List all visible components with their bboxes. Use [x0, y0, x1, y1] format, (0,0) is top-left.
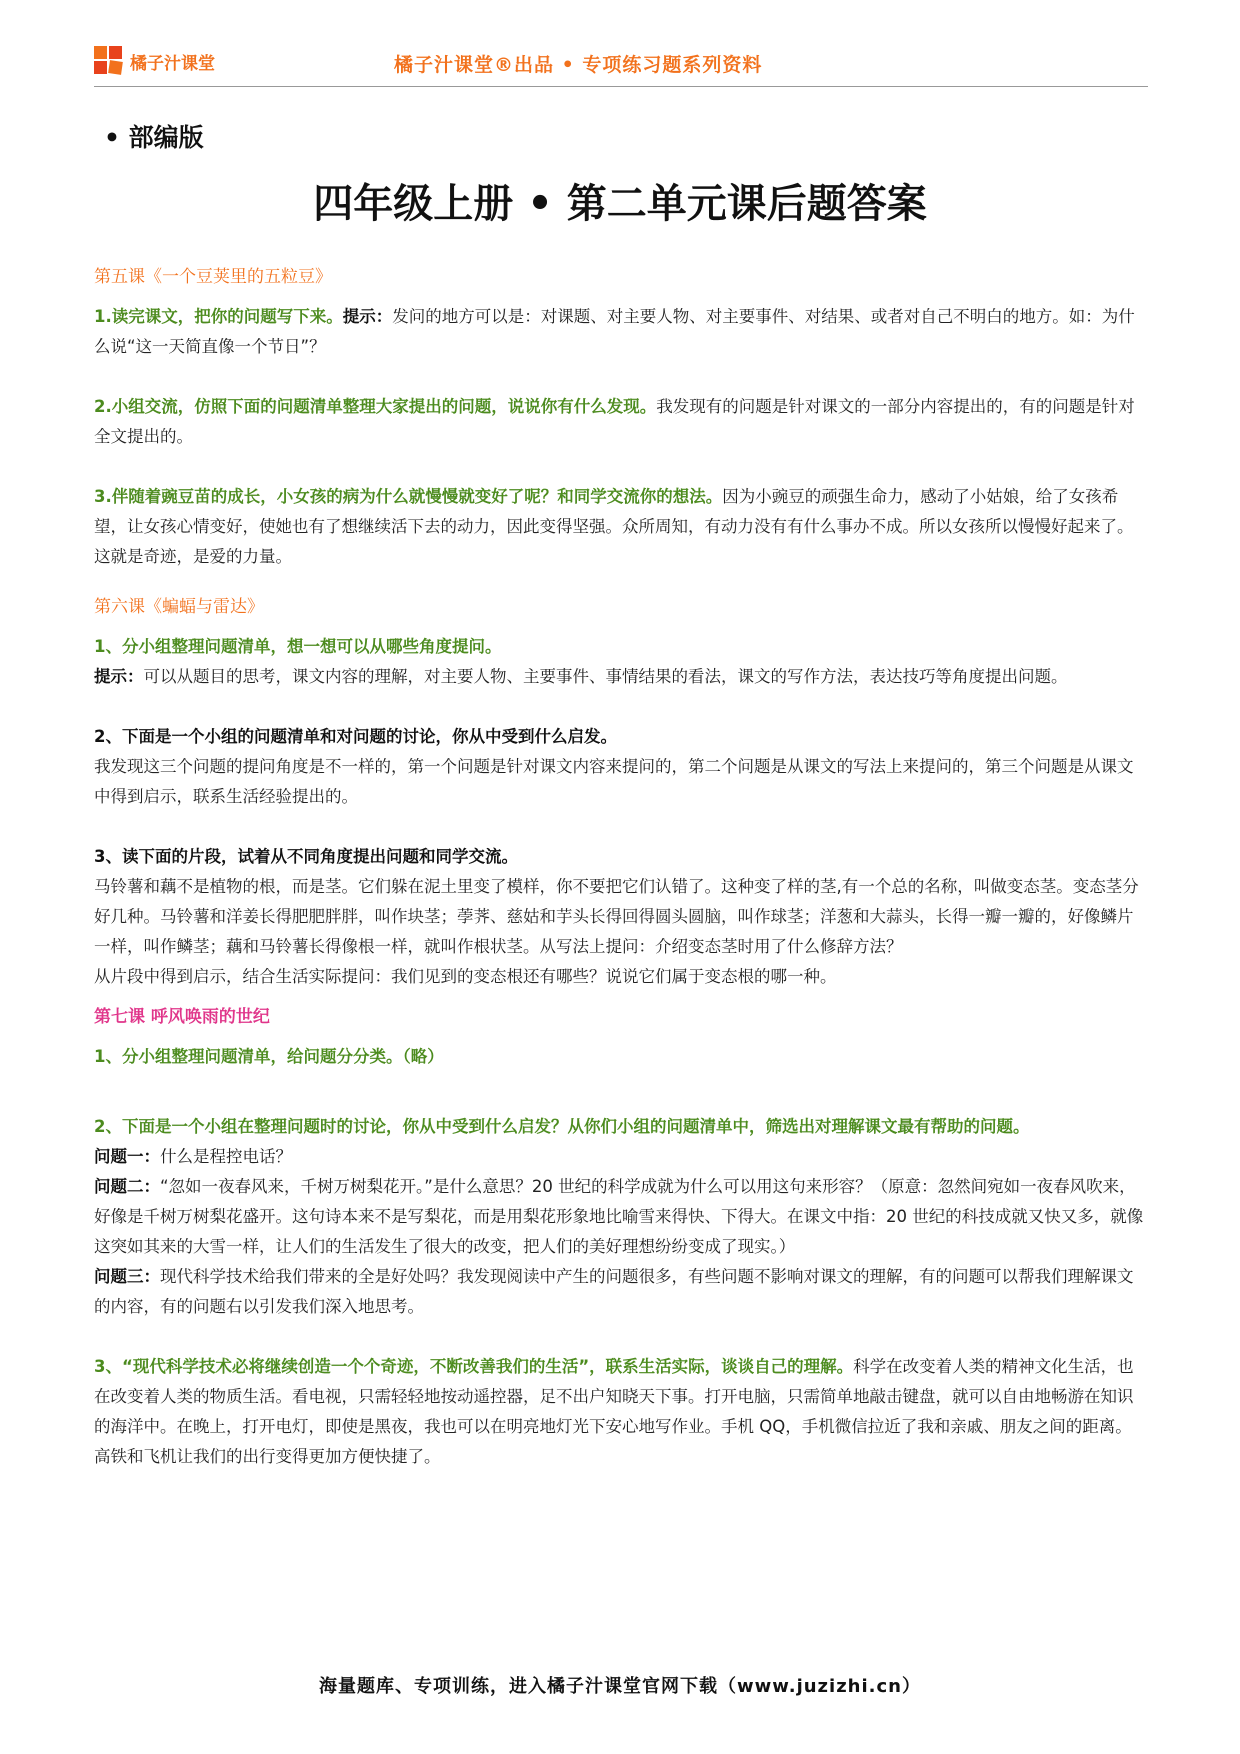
lesson6-q1-answer: 提示：可以从题目的思考，课文内容的理解，对主要人物、主要事件、事情结果的看法，课文的写作方法，表达技巧等角度提出问题。	[94, 667, 1068, 686]
logo	[94, 46, 215, 76]
lesson7-problem-3: 问题三：现代科学技术给我们带来的全是好处吗？我发现阅读中产生的问题很多，有些问题不影响对课文的理解，有的问题可以帮我们理解课文的内容，有的问题右以引发我们深入地思考。	[94, 1267, 1134, 1316]
lesson6-q3-question: 3、读下面的片段，试着从不同角度提出问题和同学交流。	[94, 847, 518, 866]
lesson5-title: 第五课《一个豆荚里的五粒豆》	[94, 267, 332, 287]
lesson6-q1-question: 1、分小组整理问题清单，想一想可以从哪些角度提问。	[94, 637, 502, 656]
lesson6-q3-answer-2: 从片段中得到启示，结合生活实际提问：我们见到的变态根还有哪些？说说它们属于变态根的哪一种。	[94, 967, 837, 986]
lesson7-title: 第七课 呼风唤雨的世纪	[94, 1007, 270, 1027]
lesson5-q3: 3.伴随着豌豆苗的成长，小女孩的病为什么就慢慢就变好了呢？和同学交流你的想法。因为小豌豆的顽强生命力，感动了小姑娘，给了女孩希望，让女孩心情变好，使她也有了想继续活下去的动力，因此变得坚强。众所周知，有动力没有有什么事办不成。所以女孩所以慢慢好起来了。这就是奇迹，是爱的力量。	[94, 487, 1134, 566]
lesson7-q1-question: 1、分小组整理问题清单，给问题分分类。（略）	[94, 1047, 444, 1066]
page-title: 四年级上册 • 第二单元课后题答案	[313, 181, 927, 227]
lesson5-q1: 1.读完课文，把你的问题写下来。提示：发问的地方可以是：对课题、对主要人物、对主要事件、对结果、或者对自己不明白的地方。如：为什么说“这一天简直像一个节日”？	[94, 307, 1135, 356]
edition-label: • 部编版	[104, 123, 204, 152]
document-body	[94, 262, 1148, 1472]
header-title: 橘子汁课堂®出品 • 专项练习题系列资料	[394, 54, 763, 76]
logo-text: 橘子汁课堂	[130, 53, 215, 74]
lesson6-q3-answer-1: 马铃薯和藕不是植物的根，而是茎。它们躲在泥土里变了模样，你不要把它们认错了。这种变了样的茎,有一个总的名称，叫做变态茎。变态茎分好几种。马铃薯和洋姜长得肥肥胖胖，叫作块茎；荸荠、慈姑和芋头长得回得圆头圆脑，叫作球茎；洋葱和大蒜头，长得一瓣一瓣的，好像鳞片一样，叫作鳞茎；藕和马铃薯长得像根一样，就叫作根状茎。从写法上提问：介绍变态茎时用了什么修辞方法？	[94, 877, 1139, 956]
page-footer: 海量题库、专项训练，进入橘子汁课堂官网下载（www.juzizhi.cn）	[319, 1676, 921, 1697]
lesson7-problem-1: 问题一：什么是程控电话？	[94, 1147, 292, 1166]
lesson7-q3: 3、“现代科学技术必将继续创造一个个奇迹，不断改善我们的生活”，联系生活实际，谈谈自己的理解。科学在改变着人类的精神文化生活，也在改变着人类的物质生活。看电视，只需轻轻地按动遥控器，足不出户知晓天下事。打开电脑，只需简单地敲击键盘，就可以自由地畅游在知识的海洋中。在晚上，打开电灯，即使是黑夜，我也可以在明亮地灯光下安心地写作业。手机 QQ，手机微信拉近了我和亲戚、朋友之间的距离。高铁和飞机让我们的出行变得更加方便快捷了。	[94, 1357, 1134, 1466]
lesson7-problem-2: 问题二：“忽如一夜春风来，千树万树梨花开。”是什么意思？20 世纪的科学成就为什么可以用这句来形容？（原意：忽然间宛如一夜春风吹来，好像是千树万树梨花盛开。这句诗本来不是写梨花，而是用梨花形象地比喻雪来得快、下得大。在课文中指：20 世纪的科技成就又快又多，就像这突如其来的大雪一样，让人们的生活发生了很大的改变，把人们的美好理想纷纷变成了现实。）	[94, 1177, 1144, 1256]
lesson6-q2-question: 2、下面是一个小组的问题清单和对问题的讨论，你从中受到什么启发。	[94, 727, 617, 746]
logo-icon	[94, 46, 124, 76]
lesson6-title: 第六课《蝙蝠与雷达》	[94, 597, 264, 617]
page-header	[94, 40, 1148, 87]
lesson5-q2: 2.小组交流，仿照下面的问题清单整理大家提出的问题，说说你有什么发现。我发现有的问题是针对课文的一部分内容提出的，有的问题是针对全文提出的。	[94, 397, 1135, 446]
lesson6-q2-answer: 我发现这三个问题的提问角度是不一样的，第一个问题是针对课文内容来提问的，第二个问题是从课文的写法上来提问的，第三个问题是从课文中得到启示，联系生活经验提出的。	[94, 757, 1134, 806]
lesson7-q2-question: 2、下面是一个小组在整理问题时的讨论，你从中受到什么启发？从你们小组的问题清单中，筛选出对理解课文最有帮助的问题。	[94, 1117, 1030, 1136]
